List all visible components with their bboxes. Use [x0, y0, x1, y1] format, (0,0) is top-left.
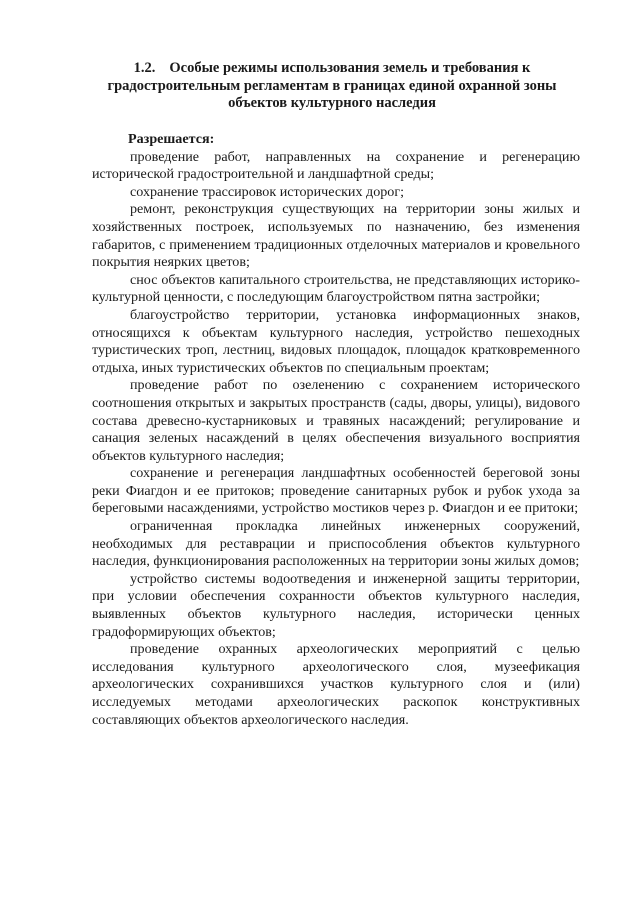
- list-item: проведение охранных археологических мероприятий с целью исследования культурного археологического слоя, музеефикация археологических сохранившихся участков культурного слоя и (или) исследуемых методами археологических раскопок конструктивных составляющих объектов археологического наследия.: [92, 641, 580, 728]
- list-item: сохранение и регенерация ландшафтных особенностей береговой зоны реки Фиагдон и ее притоков; проведение санитарных рубок и рубок ухода за береговыми насаждениями, устройство мостиков через р. Фиагдон и ее притоки;: [92, 465, 580, 517]
- list-item: проведение работ по озеленению с сохранением исторического соотношения открытых и закрытых пространств (сады, дворы, улицы), видового состава древесно-кустарниковых и травяных насаждений; регулирование и санация зеленых насаждений в целях обеспечения визуального восприятия объектов культурного наследия;: [92, 377, 580, 464]
- list-item: ограниченная прокладка линейных инженерных сооружений, необходимых для реставрации и приспособления объектов культурного наследия, функционирования расположенных на территории зоны жилых домов;: [92, 518, 580, 570]
- list-item: снос объектов капитального строительства, не представляющих историко-культурной ценности, с последующим благоустройством пятна застройки;: [92, 271, 580, 306]
- allowed-title: Разрешается:: [128, 131, 215, 147]
- section-number: 1.2.: [133, 60, 156, 76]
- section-title: Особые режимы использования земель и требования к градостроительным регламентам в границах единой охранной зоны объектов культурного наследия: [107, 60, 557, 111]
- list-item: устройство системы водоотведения и инженерной защиты территории, при условии обеспечения сохранности объектов культурного наследия, выявленных объектов культурного наследия, исторически ценных градоформирующих объектов;: [92, 570, 580, 640]
- list-item: благоустройство территории, установка информационных знаков, относящихся к объектам культурного наследия, устройство пешеходных туристических троп, лестниц, видовых площадок, площадок кратковременного отдыха, иных туристических объектов по специальным проектам;: [92, 306, 580, 376]
- list-item: проведение работ, направленных на сохранение и регенерацию исторической градостроительной и ландшафтной среды;: [92, 148, 580, 183]
- list-item: сохранение трассировок исторических дорог;: [130, 183, 405, 200]
- section-heading: [92, 60, 572, 113]
- list-item: ремонт, реконструкция существующих на территории зоны жилых и хозяйственных построек, используемых по назначению, без изменения габаритов, с применением традиционных отделочных материалов и кровельного покрытия неярких цветов;: [92, 201, 580, 271]
- document-body: [92, 131, 580, 729]
